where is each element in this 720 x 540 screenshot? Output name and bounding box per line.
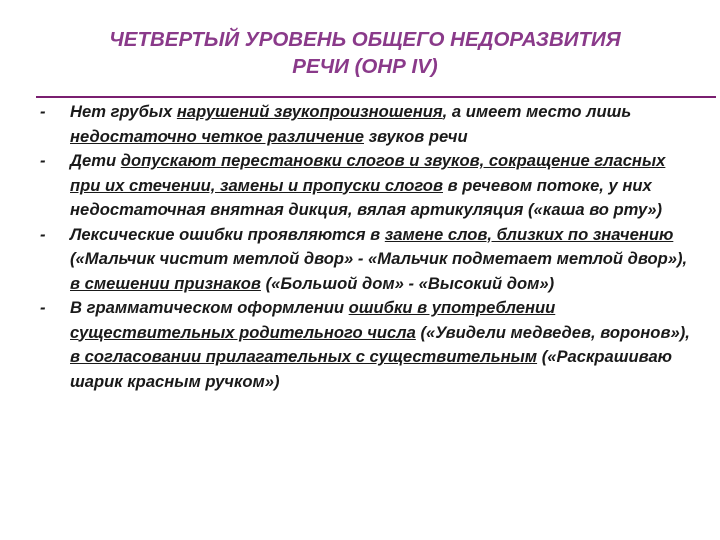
bullet-list [40,100,700,394]
bullet-dash: - [40,102,46,121]
item-text: В грамматическом оформлении [70,298,349,317]
item-text-underlined: замене слов, близких по значению [384,224,674,244]
item-text-underlined: в согласовании прилагательных с существительным [70,347,538,366]
item-text: («Увидели медведев, воронов»), [415,322,690,342]
title-line-1: ЧЕТВЕРТЫЙ УРОВЕНЬ ОБЩЕГО НЕДОРАЗВИТИЯ [109,28,621,51]
list-item [40,100,700,149]
bullet-dash: - [40,224,46,244]
item-text-underlined: недостаточно четкое различение [70,126,364,146]
item-text: («Мальчик чистит метлой двор» - «Мальчик подметает метлой двор»), [70,249,688,268]
item-text: , а имеет место лишь [442,102,632,121]
item-text: звуков речи [363,126,468,146]
list-item [40,149,700,223]
item-text-underlined: нарушений звукопроизношения [176,102,443,121]
title-line-2: РЕЧИ (ОНР IV) [292,55,438,78]
list-item [40,296,700,394]
title-divider [36,96,716,98]
item-text: («Большой дом» - «Высокий дом») [260,273,555,293]
slide-title [40,26,690,80]
item-text: в речевом потоке, у них недостаточная внятная дикция, вялая артикуляция («каша во рту») [70,175,663,219]
item-text: Лексические ошибки проявляются в [70,224,385,244]
item-text-underlined: в смешении признаков [70,273,261,293]
bullet-dash: - [40,298,46,317]
item-text-underlined: ошибки в употреблении существительных родительного числа [70,298,556,342]
item-text: («Раскрашиваю шарик красным ручком») [70,347,673,391]
item-text: Нет грубых [70,102,177,121]
item-text-underlined: допускают перестановки слогов и звуков, сокращение гласных при их стечении, замены и пропуски слогов [70,151,666,195]
item-text: Дети [70,151,121,170]
list-item [40,223,700,297]
bullet-dash: - [40,151,46,170]
